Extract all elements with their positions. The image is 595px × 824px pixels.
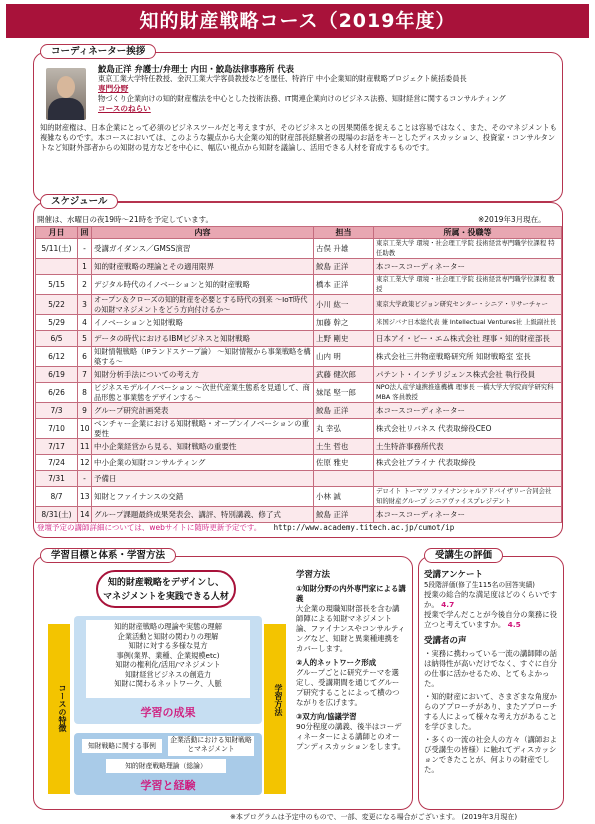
schedule-cell: 山内 明 <box>314 347 374 367</box>
aim-title: コースのねらい <box>98 104 151 113</box>
schedule-url[interactable]: http://www.academy.titech.ac.jp/cumot/ip <box>273 523 455 532</box>
question-1-score: 4.7 <box>441 600 455 609</box>
schedule-cell: 5/29 <box>36 315 78 331</box>
schedule-header: 所属・役職等 <box>374 227 562 239</box>
result-item: 知的財産戦略の理論や実態の理解 <box>114 622 222 631</box>
schedule-cell: 受講ガイダンス／GMSS演習 <box>92 239 314 259</box>
method-item: ③双方向/協議学習 <box>296 712 357 721</box>
schedule-cell: 7/31 <box>36 471 78 487</box>
schedule-cell: 日本アイ・ビー・エム株式会社 理事・知的財産部長 <box>374 331 562 347</box>
schedule-cell: 7/10 <box>36 419 78 439</box>
schedule-cell: 土生 哲也 <box>314 439 374 455</box>
schedule-cell: 8/7 <box>36 487 78 507</box>
result-item: 知財に対する多様な見方 <box>128 641 208 650</box>
schedule-row <box>36 315 562 331</box>
schedule-cell: 6/12 <box>36 347 78 367</box>
schedule-cell: グループ課題最終成果発表会、講評、特別講義、修了式 <box>92 507 314 523</box>
method-list <box>296 584 406 752</box>
schedule-cell: 上野 剛史 <box>314 331 374 347</box>
schedule-cell: データの時代におけるIBMビジネスと知財戦略 <box>92 331 314 347</box>
schedule-row <box>36 367 562 383</box>
schedule-note: 開催は、水曜日の夜19時～21時を予定しています。 <box>37 215 213 224</box>
schedule-cell: - <box>78 471 92 487</box>
schedule-cell: 株式会社ブライナ 代表取締役 <box>374 455 562 471</box>
schedule-row <box>36 455 562 471</box>
result-item: 企業活動と知財の関わりの理解 <box>117 631 219 641</box>
schedule-cell: 中小企業経営から見る、知財戦略の重要性 <box>92 439 314 455</box>
result-item: 知財経営ビジネスの創造力 <box>124 669 212 679</box>
schedule-cell <box>36 259 78 275</box>
question-2-score: 4.5 <box>507 620 521 629</box>
schedule-row <box>36 487 562 507</box>
schedule-cell: 本コースコーディネーター <box>374 507 562 523</box>
schedule-cell: 株式会社リバネス 代表取締役CEO <box>374 419 562 439</box>
schedule-cell: 知的財産戦略の理論とその適用限界 <box>92 259 314 275</box>
aim-text: 知的財産権は、日本企業にとって必須のビジネスツールだと考えますが、そのビジネスとの因果関係を捉えることは容易ではなく、また、そのマネジメントも複雑なものです。本コースにおいては、このような観点から大企業の知的財産部長経験者の現場のお話をキーとしたディスカッション、投資家・コンサルタントなど知財外部者からの知財の見方などを中心に、幅広い視点から知財を議論し、活用できる人材を育成するものです。 <box>40 123 557 153</box>
exp-theory: 知的財産戦略理論（総論） <box>106 759 226 773</box>
schedule-cell: デロイト トーマツ ファイナンシャルアドバイザリー合同会社 知的財産グループ シニアヴァイスプレジデント <box>374 487 562 507</box>
schedule-cell: 3 <box>78 295 92 315</box>
method-title: 学習方法 <box>296 570 331 580</box>
schedule-cell: 6/19 <box>36 367 78 383</box>
evaluation-tab: 受講生の評価 <box>424 548 503 563</box>
schedule-cell: 知財分析手法についての考え方 <box>92 367 314 383</box>
schedule-cell: パテント・インテリジェンス株式会社 執行役員 <box>374 367 562 383</box>
schedule-cell: 14 <box>78 507 92 523</box>
schedule-row <box>36 259 562 275</box>
schedule-row <box>36 347 562 367</box>
voice-item: ・実務に携わっている一流の講師陣の話は納得性が高いだけでなく、すぐに自分の仕事に活かせるため、とてもよかった。 <box>424 649 557 688</box>
schedule-cell: 5/15 <box>36 275 78 295</box>
right-pillar <box>264 624 286 794</box>
schedule-header: 内容 <box>92 227 314 239</box>
schedule-cell: 橋本 正洋 <box>314 275 374 295</box>
schedule-header: 回 <box>78 227 92 239</box>
schedule-cell: 本コースコーディネーター <box>374 403 562 419</box>
schedule-cell: 8/31(土) <box>36 507 78 523</box>
goal-line-2: マネジメントを実践できる人材 <box>103 592 229 602</box>
schedule-row <box>36 507 562 523</box>
schedule-header: 月日 <box>36 227 78 239</box>
results-list <box>86 620 250 698</box>
page-title: 知的財産戦略コース（2019年度） <box>6 4 589 38</box>
experience-block <box>74 733 262 795</box>
schedule-cell: 中小企業の知財コンサルティング <box>92 455 314 471</box>
results-label: 学習の成果 <box>140 706 196 719</box>
voice-list <box>424 649 560 775</box>
schedule-footer <box>37 522 454 533</box>
schedule-cell: 小川 紘一 <box>314 295 374 315</box>
method-item: ②人的ネットワーク形成 <box>296 658 377 667</box>
schedule-footer-text: 登壇予定の講師詳細については、webサイトに随時更新予定です。 <box>37 523 262 532</box>
schedule-table <box>35 226 562 523</box>
voice-item: ・多くの一流の社会人の方々（講師および受講生の皆様）に触れてディスカッションできたことが、何よりの財産でした。 <box>424 735 558 774</box>
result-item: 知財に関わるネットワーク、人脈 <box>114 679 222 688</box>
survey-sub: 5段階評価(修了生115名の回答実績) <box>424 581 535 589</box>
schedule-cell: 4 <box>78 315 92 331</box>
schedule-cell: 加藤 幹之 <box>314 315 374 331</box>
exp-corporate: 企業活動における知財戦略とマネジメント <box>168 736 254 756</box>
schedule-cell: 6 <box>78 347 92 367</box>
schedule-cell: 鮫島 正洋 <box>314 259 374 275</box>
schedule-cell: 鮫島 正洋 <box>314 507 374 523</box>
schedule-cell: NPO法人産学連携推進機構 理事長 一橋大学大学院商学研究科MBA 客員教授 <box>374 383 562 403</box>
schedule-cell: 知財とファイナンスの交錯 <box>92 487 314 507</box>
schedule-cell: 本コースコーディネーター <box>374 259 562 275</box>
schedule-cell: 5/22 <box>36 295 78 315</box>
schedule-cell: 古俣 升雄 <box>314 239 374 259</box>
schedule-row <box>36 275 562 295</box>
schedule-cell: 鮫島 正洋 <box>314 403 374 419</box>
exp-case: 知財戦略に関する事例 <box>82 739 162 753</box>
schedule-cell: - <box>78 239 92 259</box>
schedule-row <box>36 239 562 259</box>
learning-tab: 学習目標と体系・学習方法 <box>40 548 176 563</box>
schedule-as-of: ※2019年3月現在。 <box>478 215 546 224</box>
schedule-cell: 丸 幸弘 <box>314 419 374 439</box>
schedule-cell: 小林 誠 <box>314 487 374 507</box>
voice-title: 受講者の声 <box>424 636 467 646</box>
left-pillar-label: コースの特徴 <box>58 684 67 732</box>
method-item: ①知財分野の内外専門家による講義 <box>296 584 406 603</box>
schedule-cell: 武藤 健次郎 <box>314 367 374 383</box>
results-block <box>74 616 262 724</box>
question-1: 授業の総合的な満足度はどのくらいですか。 <box>424 590 558 609</box>
schedule-cell: 12 <box>78 455 92 471</box>
schedule-cell: 株式会社三井物産戦略研究所 知財戦略室 室長 <box>374 347 562 367</box>
voice-item: ・知的財産において、さまざまな角度からのアプローチがあり、またアプローチする人によって様々な考え方があることを学びました。 <box>424 692 558 731</box>
schedule-cell: 東京大学政策ビジョン研究センター・シニア・リサーチャー <box>374 295 562 315</box>
schedule-cell: オープン＆クローズの知的財産を必要とする時代の到来 ～IoT時代の知財マネジメントをどう方向付けるか～ <box>92 295 314 315</box>
left-pillar <box>48 624 70 794</box>
schedule-cell: 佐原 雅史 <box>314 455 374 471</box>
schedule-cell: 7/24 <box>36 455 78 471</box>
schedule-cell: デジタル時代のイノベーションと知的財産戦略 <box>92 275 314 295</box>
schedule-cell: 1 <box>78 259 92 275</box>
schedule-row <box>36 331 562 347</box>
learning-diagram <box>46 568 286 800</box>
schedule-cell: 知財情報戦略（IPランドスケープ論） ～知財情報から事業戦略を構築する～ <box>92 347 314 367</box>
schedule-row <box>36 403 562 419</box>
schedule-cell: 10 <box>78 419 92 439</box>
schedule-row <box>36 295 562 315</box>
schedule-cell: 土生特許事務所代表 <box>374 439 562 455</box>
survey-title: 受講アンケート <box>424 570 483 580</box>
schedule-header: 担当 <box>314 227 374 239</box>
method-item: 90分程度の講義、後半はコーディネーターによる講師とのオープンディスカッションをします。 <box>296 722 406 751</box>
schedule-cell: 7 <box>78 367 92 383</box>
schedule-cell: 5/11(土) <box>36 239 78 259</box>
schedule-row <box>36 383 562 403</box>
schedule-row <box>36 419 562 439</box>
schedule-cell <box>374 471 562 487</box>
result-item: 事例(業界、業種、企業規模etc) <box>116 650 220 660</box>
schedule-cell: 東京工業大学 環境・社会理工学院 技術経営専門職学位課程 特任助教 <box>374 239 562 259</box>
schedule-cell: 11 <box>78 439 92 455</box>
schedule-row <box>36 471 562 487</box>
schedule-tab: スケジュール <box>40 194 118 209</box>
schedule-cell: 6/26 <box>36 383 78 403</box>
method-item: グループごとに研究テーマを選定し、受講期間を通じてグループ研究することによって横のつながりを広げます。 <box>296 668 400 707</box>
schedule-cell: 米国ジバナ日本総代表 兼 Intellectual Ventures社 上級副社長 <box>374 315 562 331</box>
schedule-cell: 8 <box>78 383 92 403</box>
coordinator-career: 東京工業大学特任教授、金沢工業大学客員教授などを歴任、特許庁 中小企業知的財産戦略プロジェクト統括委員長 <box>98 74 467 83</box>
schedule-cell: 6/5 <box>36 331 78 347</box>
schedule-cell: 9 <box>78 403 92 419</box>
coordinator-photo <box>46 68 86 120</box>
schedule-cell: 東京工業大学 環境・社会理工学院 技術経営専門職学位課程 教授 <box>374 275 562 295</box>
schedule-cell: ビジネスモデルイノベーション ～次世代産業生態系を見通して、商品形態と事業態をデザインする～ <box>92 383 314 403</box>
result-item: 知財の権利化/活用/マネジメント <box>115 660 221 669</box>
schedule-cell: 2 <box>78 275 92 295</box>
schedule-cell: 7/17 <box>36 439 78 455</box>
coordinator-name: 鮫島正洋 弁護士/弁理士 内田・鮫島法律事務所 代表 <box>98 64 295 74</box>
goal-line-1: 知的財産戦略をデザインし、 <box>107 578 225 588</box>
schedule-cell: グループ研究計画発表 <box>92 403 314 419</box>
question-2: 授業で学んだことが今後自分の業務に役立つと考えていますか。 <box>424 610 558 629</box>
method-item: 大企業の現職知財部長を含む講師陣による知財マネジメント論、ファイナンスやコンサルティングなど、知財と異業種連携をカバーします。 <box>296 604 406 653</box>
schedule-row <box>36 439 562 455</box>
coordinator-tab: コーディネーター挨拶 <box>40 44 156 59</box>
schedule-cell: 7/3 <box>36 403 78 419</box>
schedule-cell: イノベーションと知財戦略 <box>92 315 314 331</box>
schedule-cell: 5 <box>78 331 92 347</box>
goal-ellipse <box>96 570 236 608</box>
footnote: ※本プログラムは予定中のもので、一部、変更になる場合がございます。 (2019年3月現在) <box>230 813 518 821</box>
field-title: 専門分野 <box>98 84 129 93</box>
field-text: 物づくり企業向けの知的財産権法を中心とした技術法務、IT関連企業向けのビジネス法務、知財経営に関するコンサルティング <box>98 94 506 103</box>
experience-label: 学習と経験 <box>140 779 196 792</box>
right-pillar-label: 学習方法 <box>274 684 283 716</box>
schedule-cell: 予備日 <box>92 471 314 487</box>
schedule-cell <box>314 471 374 487</box>
schedule-cell: 妹尾 堅一郎 <box>314 383 374 403</box>
schedule-cell: ベンチャー企業における知財戦略・オープンイノベーションの重要性 <box>92 419 314 439</box>
schedule-cell: 13 <box>78 487 92 507</box>
